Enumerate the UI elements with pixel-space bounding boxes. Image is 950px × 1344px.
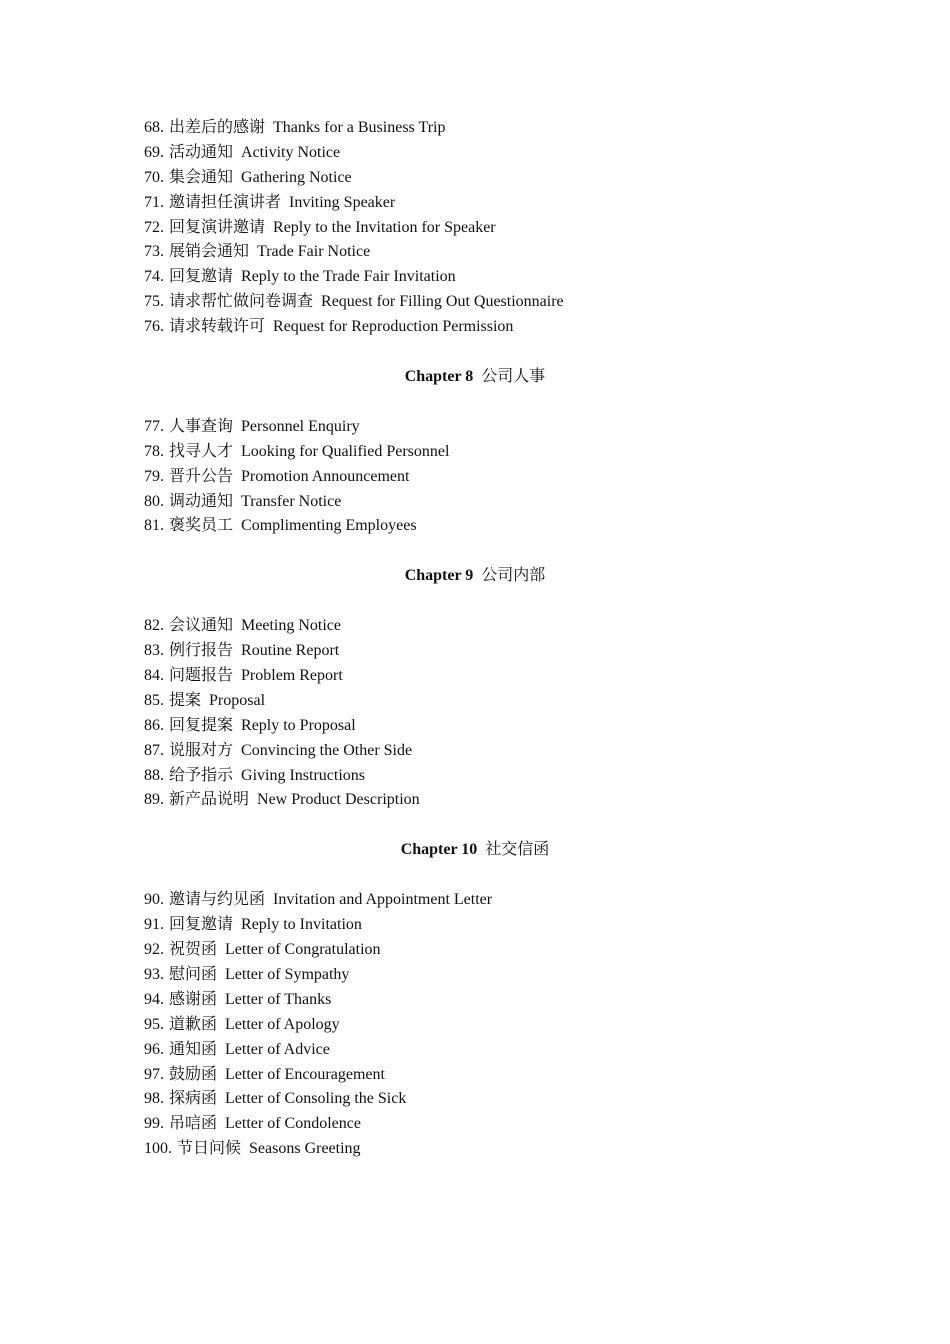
entry-number: 71. bbox=[144, 193, 164, 211]
entry-number: 78. bbox=[144, 442, 164, 460]
entry-number: 95. bbox=[144, 1015, 164, 1033]
list-item bbox=[144, 1063, 806, 1088]
entry-number: 98. bbox=[144, 1090, 164, 1108]
entry-title-zh: 邀请担任演讲者 bbox=[169, 193, 282, 211]
list-item bbox=[144, 714, 806, 739]
entry-number: 93. bbox=[144, 965, 164, 983]
entry-title-zh: 给予指示 bbox=[169, 766, 234, 784]
entry-title-zh: 人事查询 bbox=[169, 417, 234, 435]
chapter-title: 社交信函 bbox=[485, 841, 550, 859]
entry-title-en: Reply to the Invitation for Speaker bbox=[273, 218, 496, 236]
list-item bbox=[144, 739, 806, 764]
entry-title-zh: 邀请与约见函 bbox=[169, 891, 266, 909]
entry-title-en: Complimenting Employees bbox=[241, 517, 417, 535]
entry-title-zh: 请求转载许可 bbox=[169, 318, 266, 336]
entry-title-en: Meeting Notice bbox=[241, 617, 341, 635]
entry-title-zh: 晋升公告 bbox=[169, 467, 234, 485]
entry-number: 90. bbox=[144, 891, 164, 909]
list-item bbox=[144, 888, 806, 913]
entry-title-en: Invitation and Appointment Letter bbox=[273, 891, 493, 909]
entry-title-zh: 调动通知 bbox=[169, 492, 234, 510]
entry-title-zh: 说服对方 bbox=[169, 741, 234, 759]
entry-title-zh: 会议通知 bbox=[169, 617, 234, 635]
entry-title-en: New Product Description bbox=[257, 791, 420, 809]
entry-title-en: Letter of Condolence bbox=[225, 1115, 361, 1133]
entry-number: 80. bbox=[144, 492, 164, 510]
list-item bbox=[144, 290, 806, 315]
chapter-title: 公司内部 bbox=[481, 567, 546, 585]
contents-list bbox=[144, 415, 806, 539]
entry-title-en: Reply to Invitation bbox=[241, 916, 362, 934]
entry-title-en: Looking for Qualified Personnel bbox=[241, 442, 450, 460]
entry-title-en: Proposal bbox=[209, 691, 266, 709]
list-item bbox=[144, 514, 806, 539]
entry-title-en: Trade Fair Notice bbox=[257, 243, 371, 261]
list-item bbox=[144, 1087, 806, 1112]
list-item bbox=[144, 963, 806, 988]
entry-title-zh: 回复提案 bbox=[169, 716, 234, 734]
contents-list bbox=[144, 614, 806, 813]
entry-number: 74. bbox=[144, 268, 164, 286]
list-item bbox=[144, 265, 806, 290]
list-item bbox=[144, 240, 806, 265]
entry-number: 72. bbox=[144, 218, 164, 236]
entry-title-en: Reply to Proposal bbox=[241, 716, 356, 734]
entry-title-en: Letter of Consoling the Sick bbox=[225, 1090, 407, 1108]
entry-title-en: Letter of Sympathy bbox=[225, 965, 350, 983]
entry-number: 83. bbox=[144, 642, 164, 660]
list-item bbox=[144, 166, 806, 191]
entry-number: 96. bbox=[144, 1040, 164, 1058]
entry-title-en: Transfer Notice bbox=[241, 492, 342, 510]
entry-title-zh: 请求帮忙做问卷调查 bbox=[169, 293, 314, 311]
entry-title-zh: 吊唁函 bbox=[169, 1115, 218, 1133]
list-item bbox=[144, 440, 806, 465]
entry-title-en: Convincing the Other Side bbox=[241, 741, 413, 759]
chapter-label: Chapter 10 bbox=[400, 841, 478, 859]
list-item bbox=[144, 141, 806, 166]
entry-title-en: Personnel Enquiry bbox=[241, 417, 360, 435]
entry-number: 81. bbox=[144, 517, 164, 535]
entry-title-en: Seasons Greeting bbox=[249, 1140, 361, 1158]
entry-number: 89. bbox=[144, 791, 164, 809]
list-item bbox=[144, 216, 806, 241]
list-item bbox=[144, 415, 806, 440]
entry-title-en: Thanks for a Business Trip bbox=[273, 119, 446, 136]
entry-number: 92. bbox=[144, 941, 164, 959]
entry-number: 85. bbox=[144, 691, 164, 709]
entry-title-zh: 感谢函 bbox=[169, 990, 218, 1008]
contents-list bbox=[144, 888, 806, 1162]
entry-title-en: Letter of Thanks bbox=[225, 990, 332, 1008]
entry-title-zh: 活动通知 bbox=[169, 143, 234, 161]
entry-title-en: Activity Notice bbox=[241, 143, 341, 161]
entry-title-en: Promotion Announcement bbox=[241, 467, 410, 485]
entry-title-zh: 出差后的感谢 bbox=[169, 119, 266, 136]
chapter-heading bbox=[144, 838, 806, 863]
entry-title-zh: 回复邀请 bbox=[169, 268, 234, 286]
list-item bbox=[144, 788, 806, 813]
list-item bbox=[144, 1013, 806, 1038]
entry-title-zh: 回复邀请 bbox=[169, 916, 234, 934]
entry-title-zh: 例行报告 bbox=[169, 642, 234, 660]
entry-number: 99. bbox=[144, 1115, 164, 1133]
chapter-heading bbox=[144, 564, 806, 589]
list-item bbox=[144, 913, 806, 938]
list-item bbox=[144, 614, 806, 639]
entry-number: 70. bbox=[144, 168, 164, 186]
list-item bbox=[144, 764, 806, 789]
chapter-label: Chapter 9 bbox=[404, 567, 474, 585]
list-item bbox=[144, 490, 806, 515]
entry-number: 88. bbox=[144, 766, 164, 784]
entry-title-en: Request for Reproduction Permission bbox=[273, 318, 514, 336]
entry-title-en: Letter of Apology bbox=[225, 1015, 340, 1033]
list-item bbox=[144, 639, 806, 664]
entry-title-zh: 慰问函 bbox=[169, 965, 218, 983]
chapter-heading bbox=[144, 365, 806, 390]
list-item bbox=[144, 689, 806, 714]
entry-number: 73. bbox=[144, 243, 164, 261]
entry-title-zh: 探病函 bbox=[169, 1090, 218, 1108]
entry-number: 79. bbox=[144, 467, 164, 485]
entry-title-zh: 集会通知 bbox=[169, 168, 234, 186]
entry-title-zh: 展销会通知 bbox=[169, 243, 250, 261]
entry-title-en: Letter of Advice bbox=[225, 1040, 330, 1058]
list-item bbox=[144, 938, 806, 963]
entry-number: 68. bbox=[144, 119, 164, 136]
list-item bbox=[144, 664, 806, 689]
list-item bbox=[144, 465, 806, 490]
entry-title-en: Inviting Speaker bbox=[289, 193, 396, 211]
entry-title-zh: 节日问候 bbox=[177, 1140, 242, 1158]
entry-number: 75. bbox=[144, 293, 164, 311]
entry-title-en: Letter of Congratulation bbox=[225, 941, 381, 959]
entry-number: 76. bbox=[144, 318, 164, 336]
entry-number: 69. bbox=[144, 143, 164, 161]
chapter-title: 公司人事 bbox=[481, 368, 546, 386]
entry-number: 87. bbox=[144, 741, 164, 759]
entry-title-zh: 提案 bbox=[169, 691, 202, 709]
entry-number: 86. bbox=[144, 716, 164, 734]
entry-title-en: Giving Instructions bbox=[241, 766, 366, 784]
entry-title-zh: 祝贺函 bbox=[169, 941, 218, 959]
list-item bbox=[144, 116, 806, 141]
entry-title-en: Reply to the Trade Fair Invitation bbox=[241, 268, 456, 286]
entry-number: 97. bbox=[144, 1065, 164, 1083]
list-item bbox=[144, 1112, 806, 1137]
entry-title-zh: 回复演讲邀请 bbox=[169, 218, 266, 236]
entry-title-zh: 鼓励函 bbox=[169, 1065, 218, 1083]
entry-title-en: Problem Report bbox=[241, 667, 343, 685]
entry-number: 94. bbox=[144, 990, 164, 1008]
entry-number: 91. bbox=[144, 916, 164, 934]
list-item bbox=[144, 1038, 806, 1063]
entry-title-zh: 问题报告 bbox=[169, 667, 234, 685]
entry-number: 82. bbox=[144, 617, 164, 635]
contents-list bbox=[144, 116, 806, 340]
entry-title-zh: 道歉函 bbox=[169, 1015, 218, 1033]
entry-title-zh: 褒奖员工 bbox=[169, 517, 234, 535]
entry-title-en: Routine Report bbox=[241, 642, 340, 660]
entry-number: 84. bbox=[144, 667, 164, 685]
entry-title-zh: 通知函 bbox=[169, 1040, 218, 1058]
list-item bbox=[144, 988, 806, 1013]
entry-title-en: Letter of Encouragement bbox=[225, 1065, 385, 1083]
entry-title-en: Gathering Notice bbox=[241, 168, 352, 186]
chapter-label: Chapter 8 bbox=[404, 368, 474, 386]
list-item bbox=[144, 1137, 806, 1162]
entry-title-en: Request for Filling Out Questionnaire bbox=[321, 293, 564, 311]
entry-number: 77. bbox=[144, 417, 164, 435]
list-item bbox=[144, 191, 806, 216]
entry-title-zh: 新产品说明 bbox=[169, 791, 250, 809]
list-item bbox=[144, 315, 806, 340]
entry-title-zh: 找寻人才 bbox=[169, 442, 234, 460]
entry-number: 100. bbox=[144, 1140, 172, 1158]
